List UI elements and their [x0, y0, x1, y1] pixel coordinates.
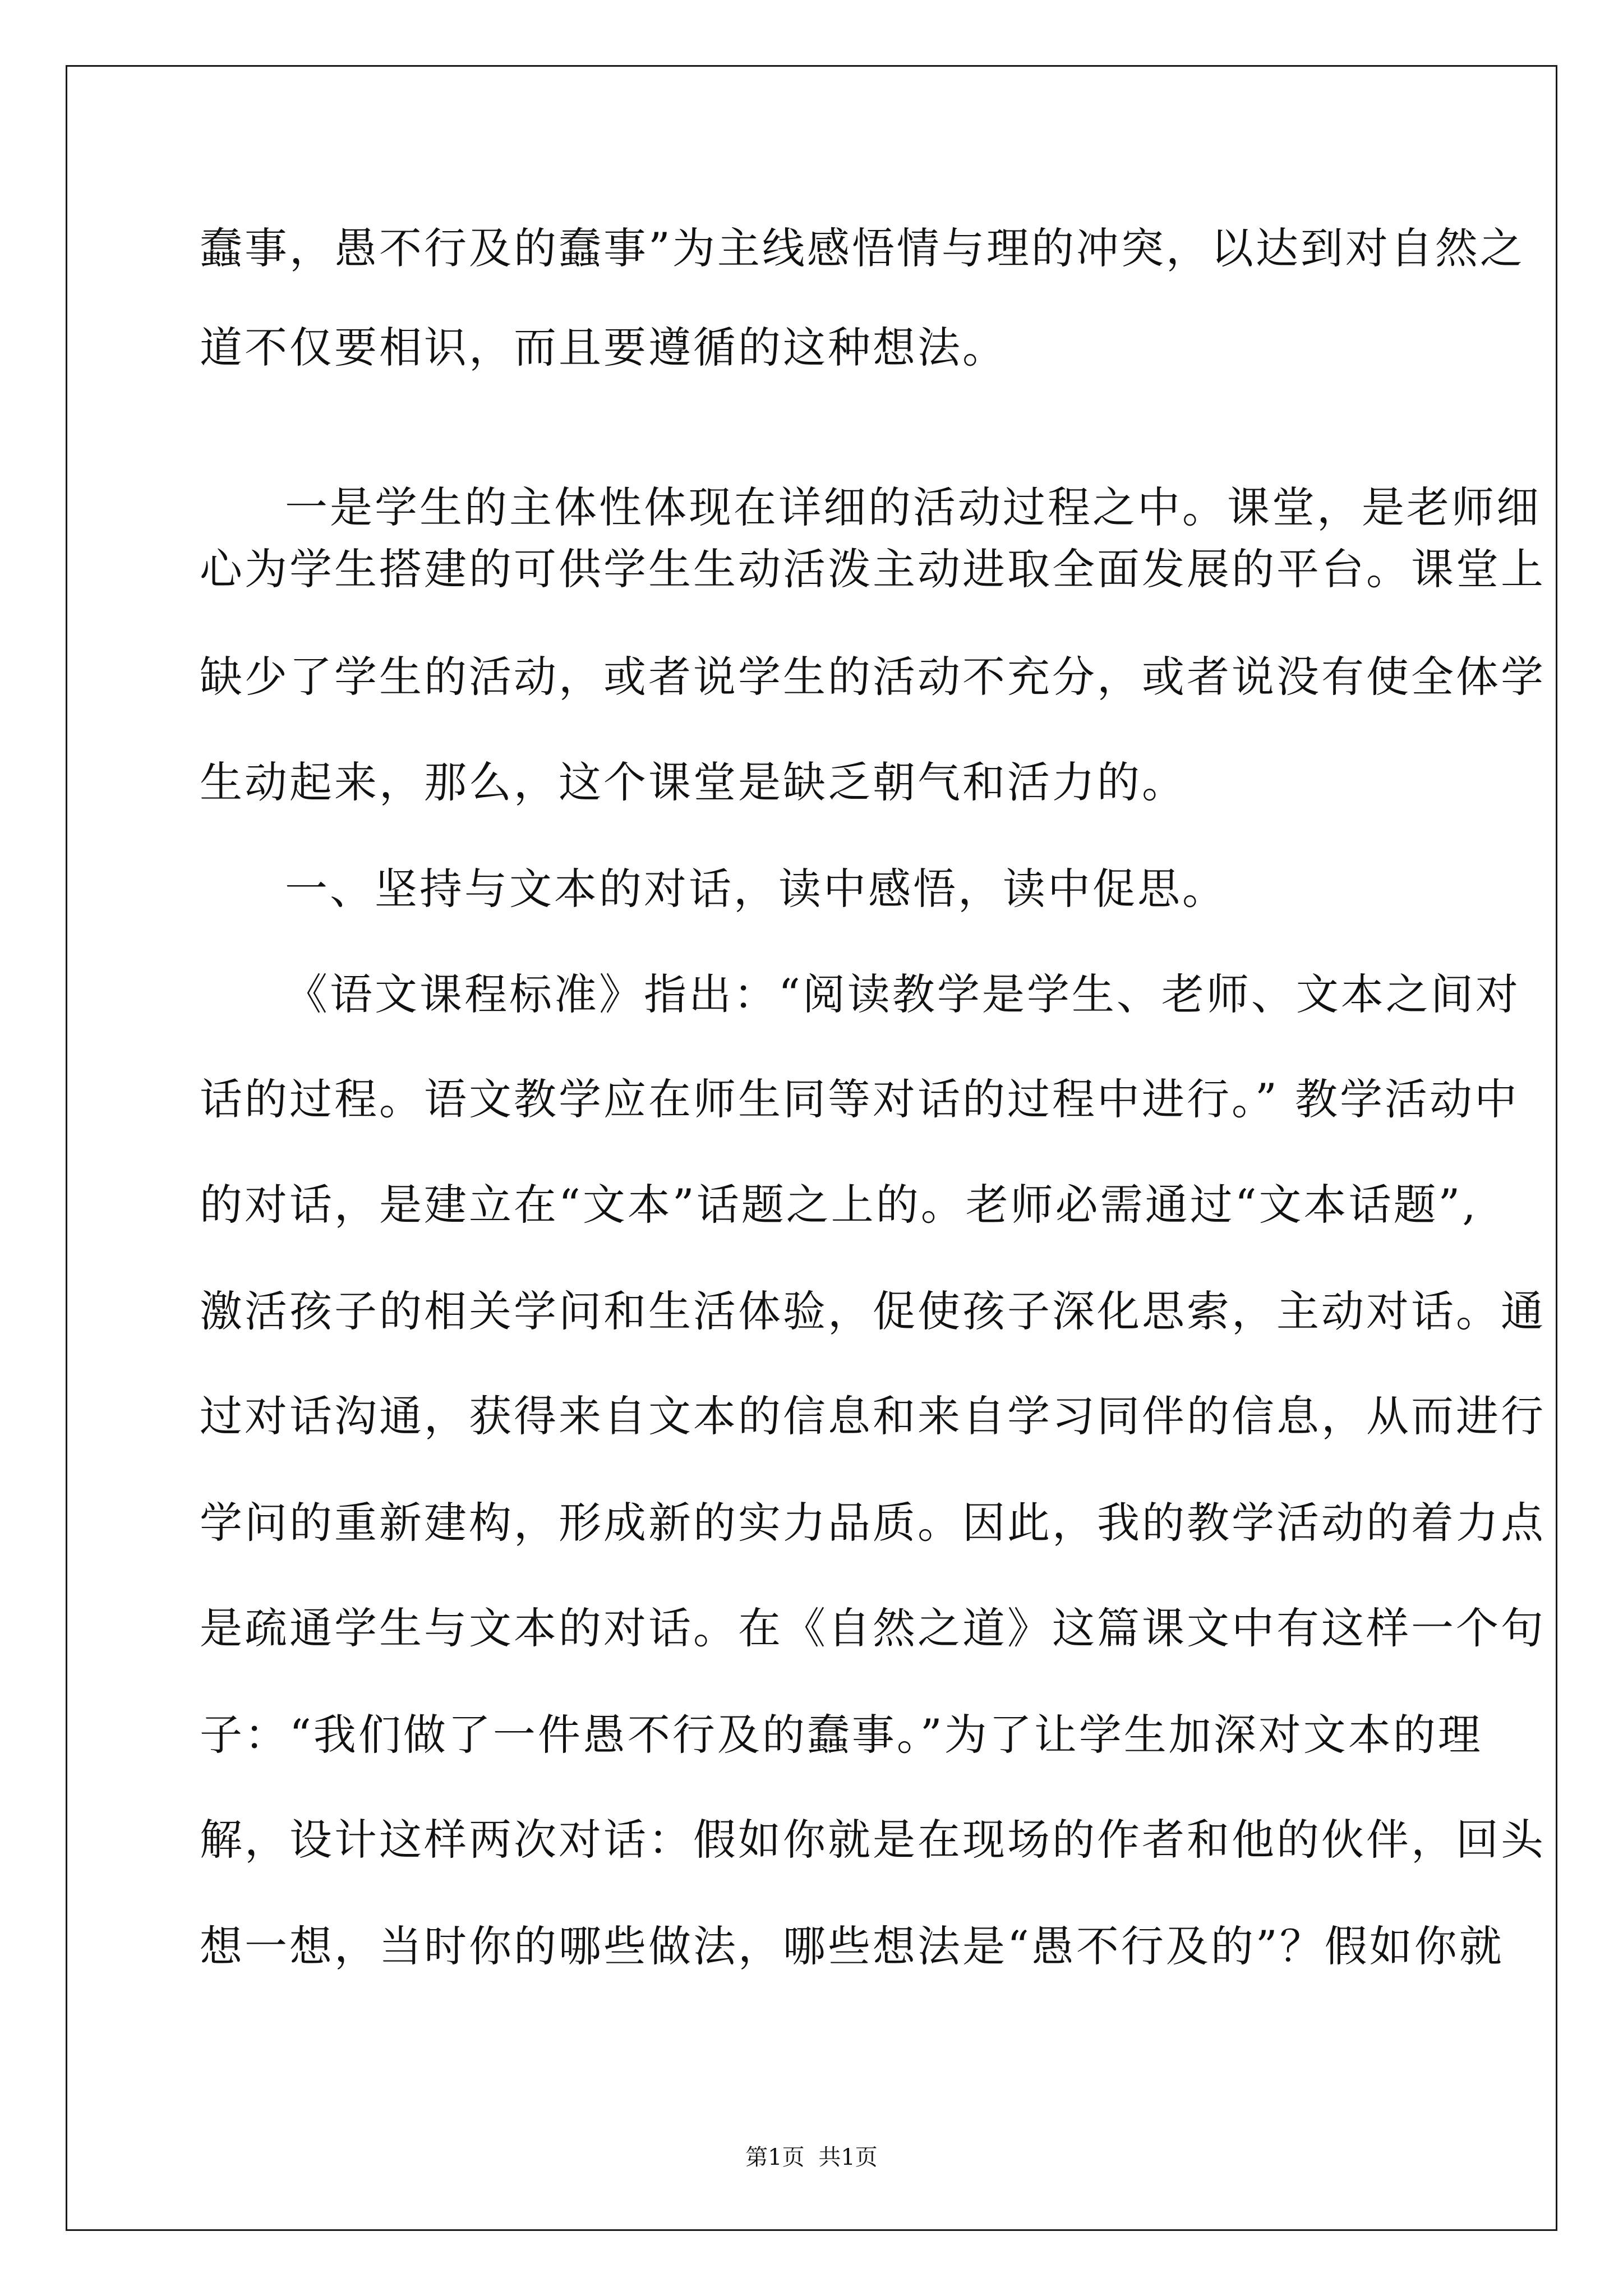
page-border [66, 65, 1557, 2231]
text-line: 激活孩子的相关学问和生活体验，促使孩子深化思索，主动对话。通 [200, 1286, 1546, 1336]
text-line: 蠢事，愚不行及的蠢事”为主线感悟情与理的冲突，以达到对自然之 [200, 223, 1525, 273]
page-number: 第1页 [745, 2145, 805, 2170]
text-line: 是疏通学生与文本的对话。在《自然之道》这篇课文中有这样一个句 [200, 1603, 1546, 1653]
text-line: 学问的重新建构，形成新的实力品质。因此，我的教学活动的着力点 [200, 1498, 1546, 1548]
text-line: 想一想，当时你的哪些做法，哪些想法是“愚不行及的”？假如你就 [200, 1921, 1504, 1971]
text-line: 缺少了学生的活动，或者说学生的活动不充分，或者说没有使全体学 [200, 652, 1546, 702]
text-line: 子：“我们做了一件愚不行及的蠢事。”为了让学生加深对文本的理 [200, 1710, 1483, 1760]
text-line: 道不仅要相识，而且要遵循的这种想法。 [200, 323, 1007, 372]
text-line: 话的过程。语文教学应在师生同等对话的过程中进行。” 教学活动中 [200, 1074, 1520, 1124]
text-line: 《语文课程标准》指出：“阅读教学是学生、老师、文本之间对 [285, 969, 1520, 1019]
text-line: 生动起来，那么，这个课堂是缺乏朝气和活力的。 [200, 757, 1187, 807]
text-line: 过对话沟通，获得来自文本的信息和来自学习同伴的信息，从而进行 [200, 1391, 1546, 1441]
text-line: 一是学生的主体性体现在详细的活动过程之中。课堂，是老师细 [285, 482, 1541, 532]
text-line: 一、坚持与文本的对话，读中感悟，读中促思。 [285, 864, 1227, 914]
text-line: 解，设计这样两次对话：假如你就是在现场的作者和他的伙伴，回头 [200, 1815, 1546, 1865]
page-footer [0, 2142, 1623, 2173]
text-line: 的对话，是建立在“文本”话题之上的。老师必需通过“文本话题”, [200, 1180, 1478, 1230]
text-line: 心为学生搭建的可供学生生动活泼主动进取全面发展的平台。课堂上 [200, 544, 1546, 594]
page-total: 共1页 [818, 2145, 878, 2170]
